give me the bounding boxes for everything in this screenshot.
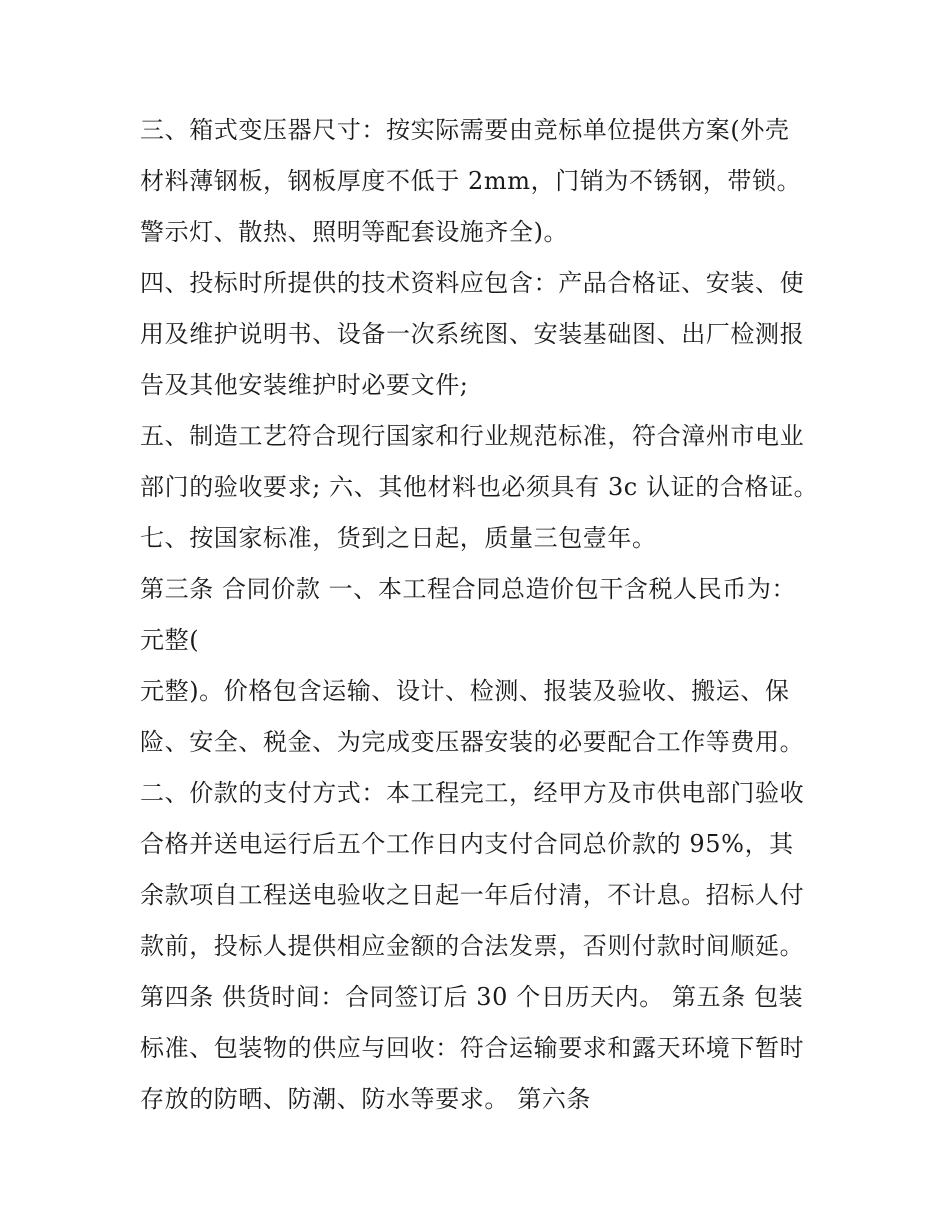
text-line: 告及其他安装维护时必要文件; xyxy=(140,371,469,399)
text-line: 用及维护说明书、设备一次系统图、安装基础图、出厂检测报 xyxy=(140,320,805,348)
text-line: 三、箱式变压器尺寸：按实际需要由竞标单位提供方案(外壳 xyxy=(140,116,790,144)
text-line: 五、制造工艺符合现行国家和行业规范标准，符合漳州市电业 xyxy=(140,422,805,450)
text-line: 险、安全、税金、为完成变压器安装的必要配合工作等费用。 xyxy=(140,728,805,756)
text-line: 部门的验收要求; 六、其他材料也必须具有 3c 认证的合格证。 xyxy=(140,473,819,501)
text-line: 合格并送电运行后五个工作日内支付合同总价款的 95%，其 xyxy=(140,830,794,858)
text-line: 元整( xyxy=(140,626,200,654)
text-line: 警示灯、散热、照明等配套设施齐全)。 xyxy=(140,218,569,246)
text-line: 材料薄钢板，钢板厚度不低于 2mm，门销为不锈钢，带锁。 xyxy=(140,167,802,195)
text-line: 七、按国家标准，货到之日起，质量三包壹年。 xyxy=(140,524,657,552)
text-line: 第三条 合同价款 一、本工程合同总造价包干含税人民币为： xyxy=(140,575,797,603)
text-line: 四、投标时所提供的技术资料应包含：产品合格证、安装、使 xyxy=(140,269,805,297)
text-line: 第四条 供货时间：合同签订后 30 个日历天内。 第五条 包装 xyxy=(140,983,804,1011)
text-line: 余款项自工程送电验收之日起一年后付清，不计息。招标人付 xyxy=(140,881,805,909)
text-line: 元整)。价格包含运输、设计、检测、报装及验收、搬运、保 xyxy=(140,677,790,705)
text-line: 标准、包装物的供应与回收：符合运输要求和露天环境下暂时 xyxy=(140,1034,805,1062)
text-line: 二、价款的支付方式：本工程完工，经甲方及市供电部门验收 xyxy=(140,779,805,807)
text-line: 存放的防晒、防潮、防水等要求。 第六条 xyxy=(140,1085,592,1113)
text-line: 款前，投标人提供相应金额的合法发票，否则付款时间顺延。 xyxy=(140,932,805,960)
